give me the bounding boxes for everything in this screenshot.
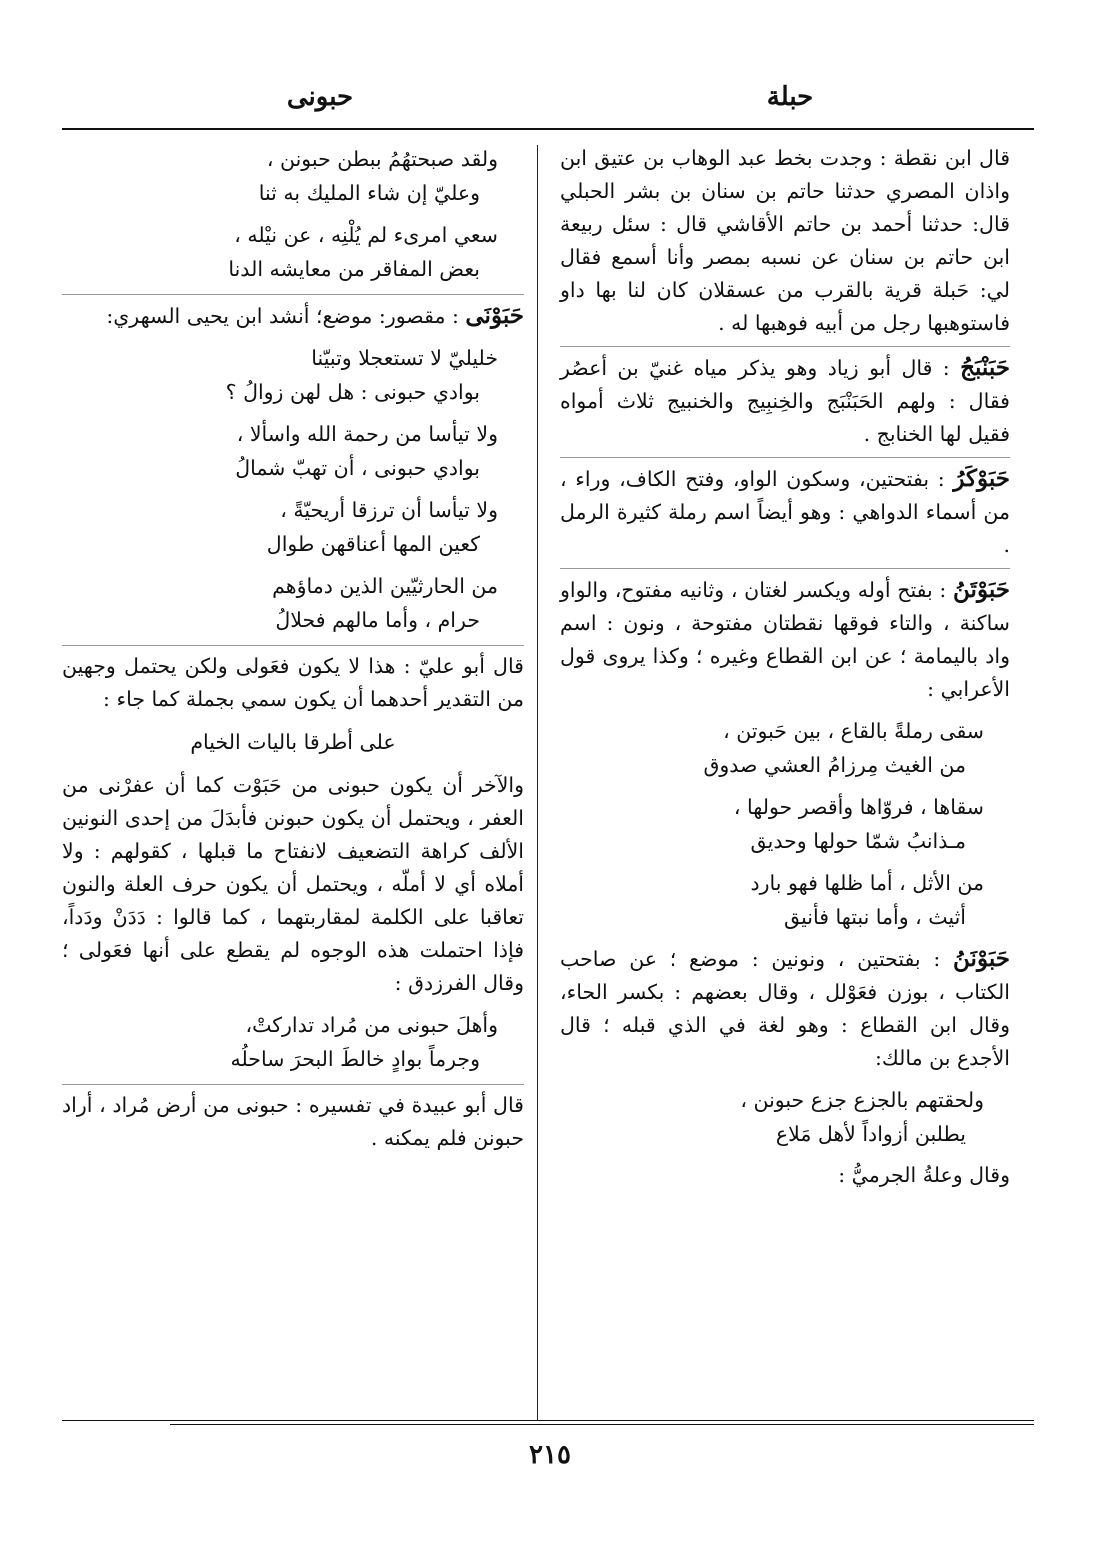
verse-line: خليليّ لا تستعجلا وتبيّنا xyxy=(311,346,498,370)
verse xyxy=(560,790,1010,858)
verse-line: أثيث ، وأما نبتها فأنيق xyxy=(783,905,966,929)
verse-line: وعليّ إن شاء المليك به ثنا xyxy=(258,181,480,205)
entry-text: : قال أبو زياد وهو يذكر مياه غنيّ بن أعصُر فقال : ولهم الحَبَنْبَج والخِنبِيج والخنبيج ثلاث أمواه فقيل لها الخنابج . xyxy=(560,356,1010,446)
entry-paragraph: والآخر أن يكون حبونى من حَبَوْت كما أن عفرْنى من العفر ، ويحتمل أن يكون حبونن فأبدَلَ من إحدى النونين الألف كراهة التضعيف لانفتاح ما قبلها ، كقولهم : ولا أملاه أي لا أملّه ، ويحتمل أن يكون حرف العلة والنون تعاقبا على الكلمة لمقاربتهما ، كما قالوا : دَدَنْ ودَداً، فإذا احتملت هذه الوجوه لم يقطع على أنها فعَولى ؛ وقال الفرزدق : xyxy=(62,773,524,995)
verse-line: حرام ، وأما مالهم فحلالُ xyxy=(275,608,480,632)
verse-line: وجرماً بوادٍ خالطَ البحرَ ساحلُه xyxy=(230,1047,480,1071)
entry-paragraph: قال أبو عبيدة في تفسيره : حبونى من أرض مُراد ، أراد حبونن فلم يمكنه . xyxy=(62,1084,524,1155)
entry-paragraph: وقال وعلةُ الجرميُّ : xyxy=(838,1163,1010,1187)
entry-paragraph xyxy=(62,294,524,333)
verse-line: من الغيث مِرزامُ العشي صدوق xyxy=(703,753,966,777)
entry-paragraph xyxy=(560,942,1010,1075)
left-column xyxy=(62,142,524,1155)
verse-line: يطلبن أزواداً لأهل مَلاع xyxy=(775,1122,966,1146)
verse-line: من الحارثيّين الذين دماؤهم xyxy=(272,574,498,598)
column-divider xyxy=(537,145,538,1420)
verse-line: ولحقتهم بالجزع جزع حبونن ، xyxy=(740,1088,984,1112)
entry-paragraph: قال ابن نقطة : وجدت بخط عبد الوهاب بن عتيق ابن واذان المصري حدثنا حاتم بن سنان بن بشر الحبلي قال: حدثنا أحمد بن حاتم الأقاشي قال : سئل ربيعة ابن حاتم بن سنان عن نسبه بمصر وأنا أسمع فقال لي: حَبلة قرية بالقرب من عسقلان كان لنا بها داو فاستوهبها رجل من أبيه فوهبها له . xyxy=(560,146,1010,335)
lemma: حَبَوْنَنُ xyxy=(953,945,1010,972)
verse xyxy=(62,341,524,409)
verse xyxy=(62,569,524,637)
verse-line: كعين المها أعناقهن طوال xyxy=(266,532,480,556)
verse-line: سقى رملةً بالقاع ، بين حَبوتن ، xyxy=(723,719,984,743)
bottom-rule xyxy=(62,1420,1034,1421)
bottom-rule xyxy=(170,1424,1034,1425)
entry-paragraph xyxy=(560,568,1010,706)
entry-text: : بفتح أوله ويكسر لغتان ، وثانيه مفتوح، والواو ساكنة ، والتاء فوقها نقطتان مفتوحة ، ونون : اسم واد باليمامة ؛ عن ابن القطاع وغيره ؛ وكذا يروى قول الأعرابي : xyxy=(560,578,1010,701)
verse xyxy=(62,142,524,210)
page-number: ٢١٥ xyxy=(529,1440,571,1470)
verse-line: وأهلَ حبونى من مُراد تداركتْ، xyxy=(245,1013,498,1037)
verse-line: من الأثل ، أما ظلها فهو بارد xyxy=(750,871,984,895)
verse-line: ولا تيأسا أن ترزقا أريحيّةً ، xyxy=(280,498,498,522)
running-head-right: حبلة xyxy=(766,82,814,112)
verse xyxy=(62,493,524,561)
entry-text: : بفتحتين، وسكون الواو، وفتح الكاف، وراء ، من أسماء الدواهي : وهو أيضاً اسم رملة كثيرة الرمل . xyxy=(560,467,1010,557)
verse-line: بوادي حبونى : هل لهن زوالُ ؟ xyxy=(225,380,480,404)
verse-line: مـذانبُ شمّا حولها وحديق xyxy=(750,829,966,853)
verse-line: بعض المفاقر من معايشه الدنا xyxy=(228,257,480,281)
entry-text: : بفتحتين ، ونونين : موضع ؛ عن صاحب الكتاب ، بوزن فعَوْلل ، وقال بعضهم : بكسر الحاء، وقال ابن القطاع : وهو لغة في الذي قبله ؛ قال الأجدع بن مالك: xyxy=(560,947,1010,1070)
lemma: حَبَوْكَرُ xyxy=(953,465,1010,492)
verse-line: سقاها ، فروّاها وأقصر حولها ، xyxy=(733,795,984,819)
lemma: حَبَوْنَى xyxy=(465,302,524,329)
entry-paragraph xyxy=(560,346,1010,451)
verse-line: ولقد صبحتهُمُ ببطن حبونن ، xyxy=(266,147,498,171)
lemma: حَبَوْتَنُ xyxy=(953,576,1010,603)
entry-paragraph xyxy=(560,457,1010,562)
entry-paragraph: قال أبو عليّ : هذا لا يكون فعَولى ولكن يحتمل وجهين من التقدير أحدهما أن يكون سمي بجملة كما جاء : xyxy=(62,645,524,716)
verse xyxy=(62,218,524,286)
verse-line: ولا تيأسا من رحمة الله واسألا ، xyxy=(236,422,498,446)
right-column xyxy=(560,142,1010,1192)
entry-text: : مقصور: موضع؛ أنشد ابن يحيى السهري: xyxy=(106,304,466,328)
verse xyxy=(560,714,1010,782)
top-rule xyxy=(62,128,1034,130)
verse-line: بوادي حبونى ، أن تهبّ شمالُ xyxy=(235,456,480,480)
verse xyxy=(62,417,524,485)
quoted-line: على أطرقا باليات الخيام xyxy=(190,730,396,754)
verse-line: سعي امرىء لم يُلْنِه ، عن نيْله ، xyxy=(234,223,498,247)
lemma: حَبَنْبَجُ xyxy=(960,354,1010,381)
verse xyxy=(560,1083,1010,1151)
verse xyxy=(62,1008,524,1076)
verse xyxy=(560,866,1010,934)
running-head-left: حبونى xyxy=(286,82,354,112)
